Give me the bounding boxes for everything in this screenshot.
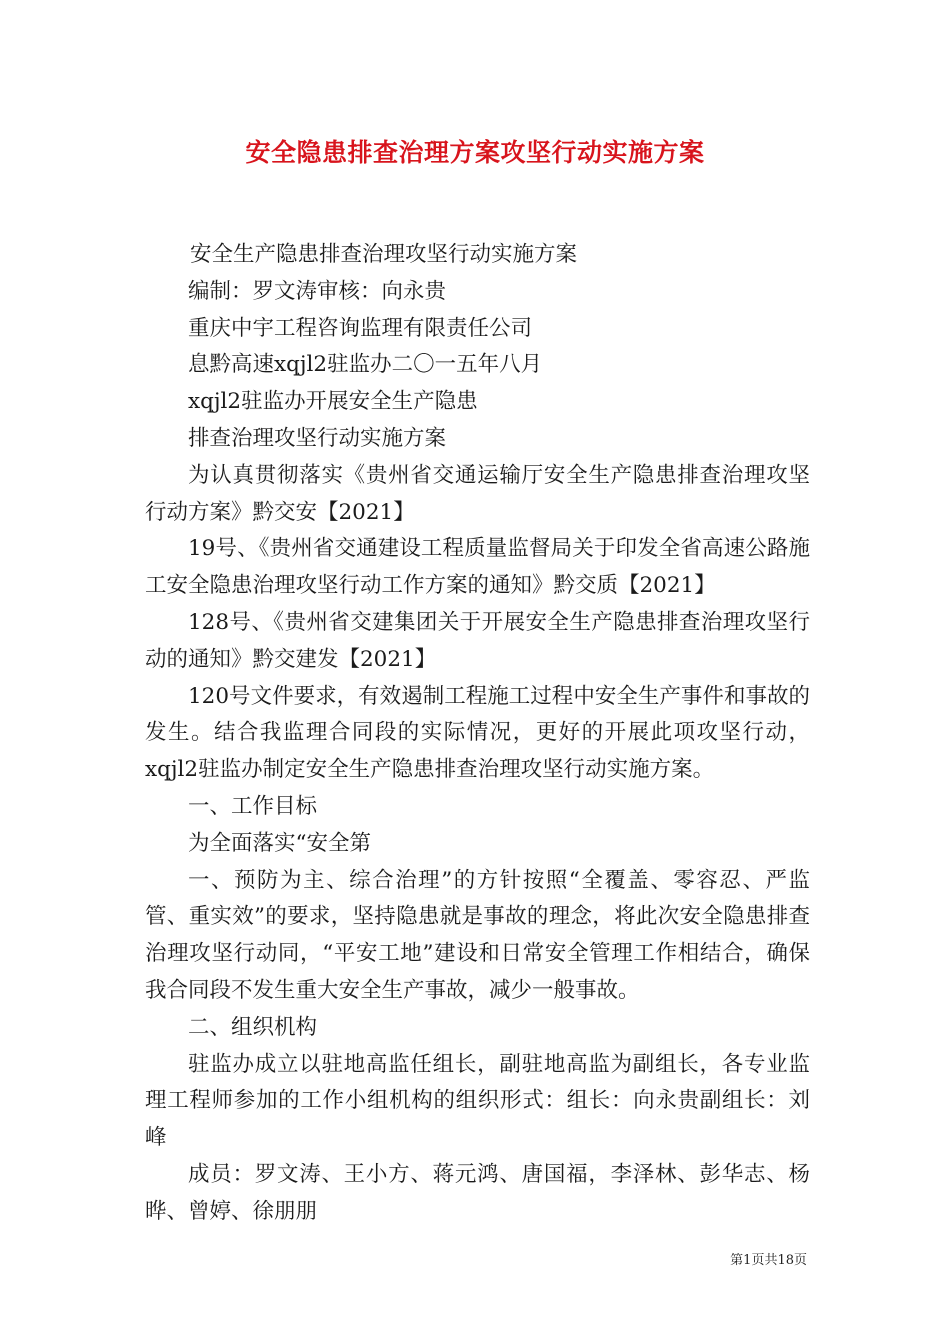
paragraph-intro-1: 为认真贯彻落实《贵州省交通运输厅安全生产隐患排查治理攻坚行动方案》黔交安【2021】 (145, 462, 810, 525)
paragraph-intro-2: 19号、《贵州省交通建设工程质量监督局关于印发全省高速公路施工安全隐患治理攻坚行动工作方案的通知》黔交质【2021】 (145, 536, 810, 599)
paragraph-intro-3: 128号、《贵州省交建集团关于开展安全生产隐患排查治理攻坚行动的通知》黔交建发【2021】 (145, 609, 810, 672)
paragraph-subtitle: 安全生产隐患排查治理攻坚行动实施方案 (190, 242, 578, 267)
paragraph-organization: 驻监办成立以驻地高监任组长，副驻地高监为副组长，各专业监理工程师参加的工作小组机构的组织形式：组长：向永贵副组长：刘峰 (145, 1051, 810, 1151)
paragraph-authors: 编制：罗文涛审核：向永贵 (188, 278, 447, 304)
paragraph-goals-2: 一、预防为主、综合治理”的方针按照“全覆盖、零容忍、严监管、重实效”的要求，坚持隐患就是事故的理念，将此次安全隐患排查治理攻坚行动同，“平安工地”建设和日常安全管理工作相结合，确保我合同段不发生重大安全生产事故，减少一般事故。 (145, 867, 810, 1003)
paragraph-heading-line1: xqjl2驻监办开展安全生产隐患 (188, 389, 478, 415)
paragraph-goals-1: 为全面落实“安全第 (188, 830, 371, 856)
document-body (145, 237, 810, 1231)
section-heading-organization: 二、组织机构 (188, 1014, 318, 1040)
paragraph-company: 重庆中宇工程咨询监理有限责任公司 (188, 315, 533, 341)
paragraph-office-date: 息黔高速xqjl2驻监办二〇一五年八月 (188, 352, 543, 378)
section-heading-goals: 一、工作目标 (188, 793, 318, 819)
document-title: 安全隐患排查治理方案攻坚行动实施方案 (245, 138, 705, 167)
paragraph-members: 成员：罗文涛、王小方、蒋元鸿、唐国福，李泽林、彭华志、杨晔、曾婷、徐朋朋 (145, 1161, 810, 1224)
paragraph-intro-4: 120号文件要求，有效遏制工程施工过程中安全生产事件和事故的发生。结合我监理合同段的实际情况，更好的开展此项攻坚行动，xqjl2驻监办制定安全生产隐患排查治理攻坚行动实施方案。 (145, 683, 810, 783)
paragraph-heading-line2: 排查治理攻坚行动实施方案 (188, 425, 447, 451)
page-number: 第1页共18页 (730, 1253, 807, 1268)
